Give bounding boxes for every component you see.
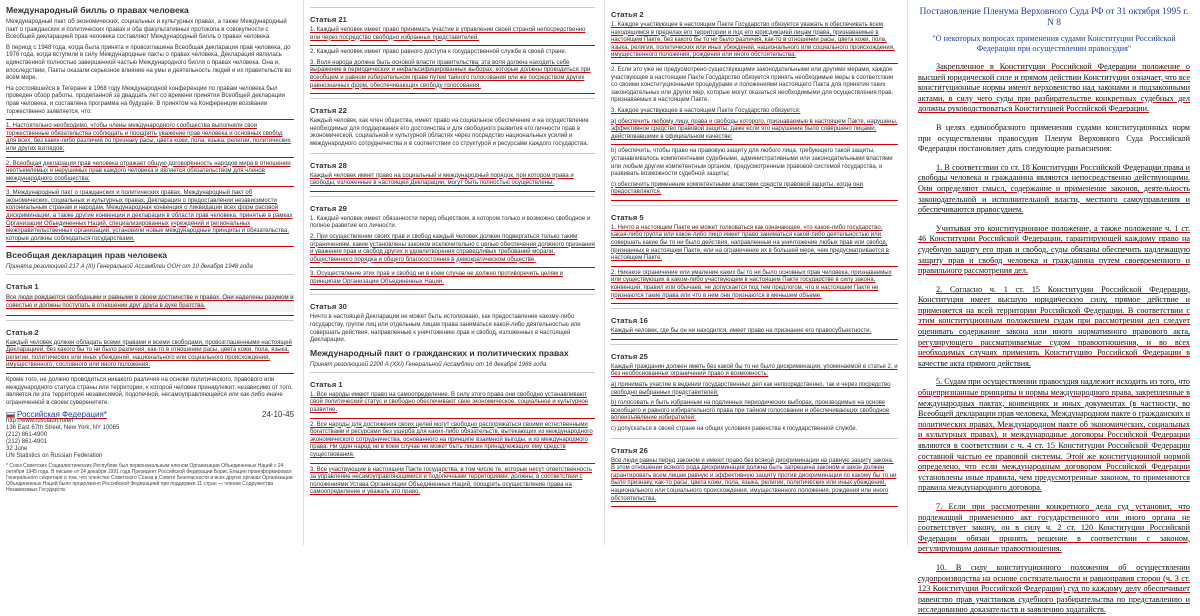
udhr-title: Всеобщая декларация прав человека xyxy=(6,250,168,261)
panel-supreme-court-ruling xyxy=(907,0,1200,615)
article-heading: Статья 21 xyxy=(310,15,347,24)
article-text: 1. Каждое участвующее в настоящем Пакте Государство обязуется уважать и обеспечивать всем находящимся в пределах его территории и под его юрисдикцией лицам права, признаваемые в настоящем Пакте, без какого бы то ни было различия, как-то в отношении расы, цвета кожи, пола, языка, религии, политических или иных убеждений, национального или социального происхождения, имущественного положения, рождения или иного обстоятельства. xyxy=(611,22,895,59)
article-text: Кроме того, не должно проводиться никакого различия на основе политического, правового или международного статуса страны или территории, к которой человек принадлежит, независимо от того, является ли эта территория независимой, подопечной, несамоуправляющейся или как-либо иначе ограниченной в своем суверенитете. xyxy=(6,377,293,406)
iccpr-subtitle: Принят резолюцией 2200 A (XXI) Генеральной Ассамблеи от 16 декабря 1966 года xyxy=(310,361,547,368)
red-underline xyxy=(6,315,294,316)
contact-line: 136 East 67th Street, New York, NY 10065 xyxy=(6,425,120,432)
article-heading: Статья 30 xyxy=(310,302,347,312)
article-heading: Статья 2 xyxy=(611,10,644,19)
article-text: a) обеспечить любому лицу, права и свободы которого, признаваемые в настоящем Пакте, нарушены, эффективное средство правовой защиты, даже если это нарушение было совершено лицами, действовавшими в официальном качестве; xyxy=(611,118,898,140)
article-text: 1. Ничто в настоящем Пакте не может толковаться как означающее, что какое-либо государство, какая-либо группа или какое-либо лицо имеет право заниматься какой-либо деятельностью или совершать какие бы то ни было действия, направленные на уничтожение любых прав или свобод, признанных в настоящем Пакте, или на ограничение их в большей мере, чем предусматривается в настоящем Пакте. xyxy=(611,224,889,262)
bill-title: Международный билль о правах человека xyxy=(6,5,189,15)
article-heading: Статья 1 xyxy=(6,282,39,292)
article-heading: Статья 26 xyxy=(611,445,648,455)
article-text: 1. Все народы имеют право на самоопределение. В силу этого права они свободно устанавливают свой политический статус и свободно обеспечивают свое экономическое, социальное и культурное развитие. xyxy=(310,391,589,414)
article-text: Каждый человек имеет право на социальный и международный порядок, при котором права и свободы, изложенные в настоящей Декларации, могут быть полностью осуществлены. xyxy=(310,172,574,187)
article-text: 1. Каждый человек имеет обязанности перед обществом, в котором только и возможно свободное и полное развитие его личности. xyxy=(310,215,591,230)
article-text: Каждый человек, где бы он ни находился, имеет право на признание его правосубъектности. xyxy=(611,328,872,335)
panel-iccpr-articles xyxy=(604,0,904,545)
article-heading: Статья 1 xyxy=(310,379,343,389)
ruling-subtitle: "О некоторых вопросах применения судами Конституции Российской Федерации при осуществлении правосудия" xyxy=(932,34,1176,53)
proclamation-point: 1. Настоятельно необходимо, чтобы члены международного сообщества выполняли свои торжественные обязательства соблюдать и поощрять уважение прав человека и основных свобод для всех, без каких-либо различий по признаку расы, цвета кожи, пола, языка, религии, политических или других взглядов; xyxy=(6,123,291,152)
red-underline xyxy=(6,186,294,187)
article-text: Ничто в настоящей Декларации не может быть истолковано, как предоставление какому-либо государству, группе лиц или отдельным лицам права заниматься какой-либо деятельностью или совершать действия, направленные к уничтожению прав и свобод, изложенных в настоящей Декларации. xyxy=(310,314,581,344)
article-text: 3. Осуществление этих прав и свобод ни в коем случае не должно противоречить целям и принципам Организации Объединенных Наций. xyxy=(310,271,564,285)
panel-bill-of-rights xyxy=(0,0,300,545)
member-state-card xyxy=(6,411,294,493)
proclamation-point: 3. Международный пакт о гражданских и политических правах, Международный пакт об экономических, социальных и культурных правах, Декларация о предоставлении независимости колониальным странам и народам, Международная конвенция о ликвидации всех форм расовой дискриминации, а также другие конвенции и декларации в области прав человека, принятые в рамках Организации Объединенных Наций, специализированных учреждений и региональных межправительственных организаций, установили новые международные принципы и обязательства, которые должны соблюдаться государствами. xyxy=(6,190,293,242)
contact-line[interactable]: http://www.russiaun.ru/en xyxy=(6,418,74,425)
article-text: b) голосовать и быть избранным на подлинных периодических выборах, производимых на основе всеобщего и равного избирательного права при тайном голосовании и обеспечивающих свободное волеизъявление избирателей; xyxy=(611,400,890,422)
ruling-paragraph: 1. В соответствии со ст. 18 Конституции Российской Федерации права и свободы человека и гражданина являются непосредственно действующими. Они определяют смысл, содержание и применение законов, деятельность законодательной и исполнительной власти, местного самоуправления и обеспечиваются правосудием. xyxy=(918,162,1190,215)
intro-paragraph: Международный пакт об экономических, социальных и культурных правах, а также Международный пакт о гражданских и политических правах и оба факультативных протокола в совокупности с Всеобщей декларацией прав человека составляют Международный билль о правах человека. xyxy=(6,19,287,41)
contact-line: 32 June xyxy=(6,446,28,453)
article-text: 1. Каждый человек имеет право принимать участие в управлении своей страной непосредственно или через посредство свободно избранных представителей. xyxy=(310,27,586,41)
article-text: 3. Каждое участвующее в настоящем Пакте Государство обязуется: xyxy=(611,107,801,114)
footnote: * Союз Советских Социалистических Республик был первоначальным членом Организации Объединенных Наций с 24 октября 1945 года. В письме от 24 декабря 1991 года Президент Российской Федерации Борис Ельцин проинформировал Генерального секретаря о том, что членство Советского Союза в Совете Безопасности и всех других органах Организации Объединенных Наций было продолжено Российской Федерацией при поддержке 11 стран — членов Содружества Независимых Государств. xyxy=(6,463,293,494)
ruling-paragraph: В целях единообразного применения судами конституционных норм при осуществлении правосудия Пленум Верховного Суда Российской Федерации постановляет дать следующие разъяснения: xyxy=(918,122,1190,154)
article-heading: Статья 5 xyxy=(611,212,644,222)
article-heading: Статья 2 xyxy=(6,327,39,337)
ruling-paragraph: 10. В силу конституционного положения об осуществлении судопроизводства на основе состязательности и равноправия сторон (ч. 3 ст. 123 Конституции Российской Федерации) суд по каждому делу обеспечивает равенство прав участников судебного разбирательства по представлению и исследованию доказательств и заявлению ходатайств. xyxy=(918,562,1190,615)
article-text: 2. При осуществлении своих прав и свобод каждый человек должен подвергаться только таким ограничениям, какие установлены законом исключительно с целью обеспечения должного признания и уважения прав и свобод других и удовлетворения справедливых требований морали, общественного порядка и общего благосостояния в демократическом обществе. xyxy=(310,233,595,263)
article-heading: Статья 22 xyxy=(310,106,347,116)
ruling-paragraph: 7. Если при рассмотрении конкретного дела суд установит, что подлежащий применению акт государственного или иного органа не соответствует закону, он в силу ч. 2 ст. 120 Конституции Российской Федерации обязан принять решение в соответствии с законом, регулирующим данные правоотношения. xyxy=(918,501,1190,554)
ruling-paragraph: 5. Судам при осуществлении правосудия надлежит исходить из того, что общепризнанные принципы и нормы международного права, закрепленные в международных пактах, конвенциях и иных документах (в частности, во Всеобщей декларации прав человека, Международном пакте о гражданских и политических правах, Международном пакте об экономических, социальных и культурных правах), и международные договоры Российской Федерации являются в соответствии с ч. 4 ст. 15 Конституции Российской Федерации составной частью ее правовой системы. Этой же конституционной нормой определено, что если международным договором Российской Федерации установлены иные правила, чем предусмотренные законом, то применяются правила международного договора. xyxy=(918,377,1190,493)
article-text: 2. Никакое ограничение или умаление каких бы то ни было основных прав человека, признаваемых или существующих в каком-либо участвующем в настоящем Пакте государстве в силу закона, конвенций, правил или обычаев, не допускается под тем предлогом, что в настоящем Пакте не признаются такие права или что в нем они признаются в меньшем объеме. xyxy=(611,269,892,299)
contact-line: (212) 861-4900 xyxy=(6,432,48,439)
article-text: 3. Все участвующие в настоящем Пакте государства, в том числе те, которые несут ответственность за управление несамоуправляющимися и подопечными территориями, должны, в соответствии с положениями Устава Организации Объединенных Наций, поощрять осуществление права на самоопределение и уважать это право. xyxy=(310,466,593,496)
article-heading: Статья 25 xyxy=(611,351,648,361)
member-state-name[interactable]: Российская Федерация* xyxy=(17,410,107,420)
ruling-paragraph: Учитывая это конституционное положение, а также положение ч. 1 ст. 46 Конституции Российской Федерации, гарантирующей каждому право на судебную защиту его прав и свобод, суды обязаны обеспечить надлежащую защиту прав и свобод человека и гражданина путем своевременного и правильного рассмотрения дел. xyxy=(918,223,1190,276)
article-text: c) обеспечить применение компетентными властями средств правовой защиты, когда они предоставляются. xyxy=(611,181,863,196)
article-text: a) принимать участие в ведении государственных дел как непосредственно, так и через посредство свободно выбранных представителей; xyxy=(611,382,891,396)
intro-paragraph: На состоявшейся в Тегеране в 1968 году Международной конференции по правам человека был проведен обзор работы, проделанной за двадцать лет со времени принятия Всеобщей декларации прав человека, и составлена программа на будущее. В принятом на Конференции воззвании торжественно заявляется, что: xyxy=(6,85,285,115)
red-underline xyxy=(6,246,294,247)
article-text: 2. Каждый человек имеет право равного доступа к государственной службе в своей стране. xyxy=(310,49,567,56)
article-text: 2. Если это уже не предусмотрено существующими законодательными или другими мерами, каждое участвующее в настоящем Пакте Государство обязуется принять необходимые меры в соответствии со своими конституционными процедурами и положениями настоящего Пакта для принятия таких законодательных или других мер, которые могут оказаться необходимыми для осуществления прав, признаваемых в настоящем Пакте. xyxy=(611,66,894,104)
udhr-subtitle: Принята резолюцией 217 A (III) Генеральной Ассамблеи ООН от 10 декабря 1948 года xyxy=(6,264,253,271)
proclamation-point: 2. Всеобщая декларация прав человека отражает общую договоренность народов мира в отношении неотъемлемых и нерушимых прав каждого человека и является обязательством для членов международного сообщества; xyxy=(6,160,291,182)
contact-line: (212) 861-4901 xyxy=(6,439,48,446)
red-underline xyxy=(6,119,294,120)
article-text: Каждый гражданин должен иметь без какой бы то ни было дискриминации, упоминаемой в статье 2, и без необоснованных ограничений право и возможность: xyxy=(611,363,898,378)
article-text: Каждый человек, как член общества, имеет право на социальное обеспечение и на осуществление необходимых для поддержания его достоинства и для свободного развития его личности прав в экономической, социальной и культурной областях через посредство национальных усилий и международного сотрудничества и в соответствии со структурой и ресурсами каждого государства. xyxy=(310,118,589,147)
article-text: b) обеспечить, чтобы право на правовую защиту для любого лица, требующего такой защиты, устанавливалось компетентными судебными, административными или законодательными властями или любым другим компетентным органом, предусмотренным правовой системой государства, и развивать возможности судебной защиты; xyxy=(611,148,893,178)
russia-flag-icon xyxy=(6,412,15,418)
article-text: Каждый человек должен обладать всеми правами и всеми свободами, провозглашенными настоящей Декларацией, без какого бы то ни было различия, как-то в отношении расы, цвета кожи, пола, языка, религии, политических или иных убеждений, национального или социального происхождения, имущественного, сословного или иного положения. xyxy=(6,339,292,369)
contact-line[interactable]: UN Statistics on Russian Federation xyxy=(6,453,103,460)
panel-udhr-articles xyxy=(303,0,601,545)
article-heading: Статья 16 xyxy=(611,316,648,326)
ruling-paragraph: 2. Согласно ч. 1 ст. 15 Конституции Российской Федерации, Конституция имеет высшую юридическую силу, прямое действие и применяется на всей территории Российской Федерации. В соответствии с этим конституционным положением судам при рассмотрении дел следует оценивать содержание закона или иного нормативного правового акта, регулирующего рассматриваемые судом правоотношения, и во всех необходимых случаях применять Конституцию Российской Федерации в качестве акта прямого действия. xyxy=(918,284,1190,368)
article-heading: Статья 29 xyxy=(310,203,347,213)
article-text: Все люди равны перед законом и имеют право без всякой дискриминации на равную защиту закона. В этом отношении всякого рода дискриминация должна быть запрещена законом и закон должен гарантировать всем лицам равную и эффективную защиту против дискриминации по какому бы то ни было признаку, как-то расы, цвета кожи, пола, языка, религии, политических или иных убеждений, национального или социального происхождения, имущественного положения, рождения или иного обстоятельства. xyxy=(611,457,897,502)
article-text: Все люди рождаются свободными и равными в своем достоинстве и правах. Они наделены разумом и совестью и должны поступать в отношении друг друга в духе братства. xyxy=(6,294,294,311)
article-text: c) допускаться в своей стране на общих условиях равенства к государственной службе. xyxy=(611,425,858,432)
ruling-title: Постановление Пленума Верховного Суда РФ от 31 октября 1995 г. N 8 xyxy=(919,7,1189,28)
red-underline xyxy=(6,157,294,158)
red-underline xyxy=(6,373,294,374)
intro-paragraph: В период с 1948 года, когда была принята и провозглашена Всеобщая декларация прав человека, до 1976 года, когда вступили в силу Международные пакты о правах человека, Декларация являлась единственной полностью завершенной частью Международного билля о правах человека. Она и, впоследствии, Пакты оказали серьезное влияние на умы и деятельность людей и их правительств во всем мире. xyxy=(6,44,292,82)
ruling-paragraph: Закрепленное в Конституции Российской Федерации положение о высшей юридической силе и прямом действии Конституции означает, что все конституционные нормы имеют верховенство над законами и подзаконными актами, в силу чего суды при разбирательстве конкретных судебных дел должны руководствоваться Конституцией Российской Федерации. xyxy=(918,62,1190,114)
article-text: 2. Все народы для достижения своих целей могут свободно распоряжаться своими естественными богатствами и ресурсами без ущерба для каких-либо обязательств, вытекающих из международного экономического сотрудничества, основанного на принципе взаимной выгоды, и из международного права. Ни один народ ни в коем случае не может быть лишен принадлежащих ему средств существования. xyxy=(310,421,593,458)
iccpr-title: Международный пакт о гражданских и политических правах xyxy=(310,347,569,358)
article-heading: Статья 28 xyxy=(310,160,347,170)
article-text: 3. Воля народа должна быть основой власти правительства; эта воля должна находить себе выражение в периодических и нефальсифицированных выборах, которые должны проводиться при всеобщем и равном избирательном праве путем тайного голосования или же посредством других равнозначных форм, обеспечивающих свободу голосования. xyxy=(310,59,591,89)
admission-code: 24-10-45 xyxy=(261,410,294,420)
